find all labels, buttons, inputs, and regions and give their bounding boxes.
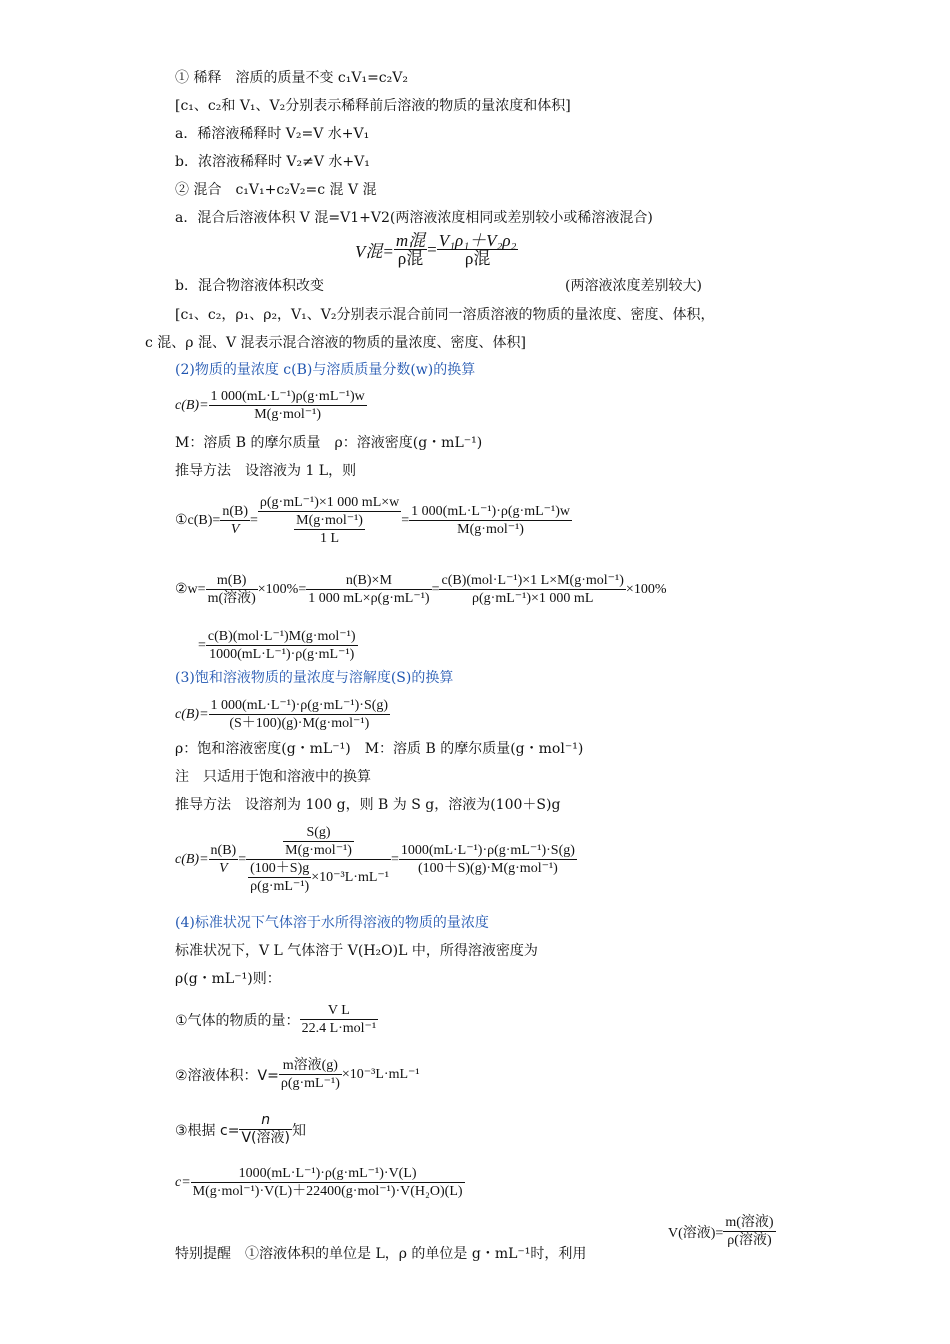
gas-intro-2: ρ(g・mL⁻¹)则： — [175, 971, 281, 987]
cb-s-formula: c(B)= $\frac{\text{1 000(mL·L⁻¹)·ρ(g·mL⁻¹)·S(g)}}{\text{(S＋100)(g)·M(g·mol⁻¹)}}$ — [175, 698, 389, 731]
mix-case-b-note: (两溶液浓度差别较大) — [565, 278, 702, 294]
gas-intro: 标准状况下，V L 气体溶于 V(H₂O)L 中，所得溶液密度为 — [175, 943, 538, 959]
concentration-rule: ③根据 c= $\frac{n}{\text{V(溶液)}}$ 知 — [175, 1112, 306, 1146]
derivation-3-intro: 推导方法 设溶剂为 100 g，则 B 为 S g，溶液为(100＋S)g — [175, 797, 561, 813]
derivation-3: c(B)= $\frac{n(B)}{V}$ = $\frac{S(g)}{\text{M(g·mol⁻¹)}}$ $\frac{(100+S)g}{\text{ρ(g·mL⁻¹)}}$ ×10⁻³L·mL⁻¹ = $\frac{\text{1000(mL·L⁻¹)·ρ(g·mL⁻¹)·S(g)}}{\text{(100＋S)(g)·M(g·mol⁻¹)}}$ — [175, 825, 575, 894]
cb-w-formula: c(B)= $\frac{\text{1 000(mL·L⁻¹)ρ(g·mL⁻¹)w}}{\text{M(g·mol⁻¹)}}$ — [175, 389, 365, 422]
m-rho-definition: M：溶质 B 的摩尔质量 ρ：溶液密度(g・mL⁻¹) — [175, 435, 483, 451]
derivation-2-result: = $\frac{\text{c(B)(mol·L⁻¹)M(g·mol⁻¹)}}{\text{1000(mL·L⁻¹)·ρ(g·mL⁻¹)}}$ — [198, 629, 356, 662]
special-reminder: 特别提醒 ①溶液体积的单位是 L，ρ 的单位是 g・mL⁻¹时，利用 — [175, 1246, 587, 1262]
mix-case-b: b．混合物溶液体积改变 — [175, 278, 324, 294]
mix-note-1: [c₁、c₂，ρ₁、ρ₂，V₁、V₂分别表示混合前同一溶质溶液的物质的量浓度、密度、体积， — [175, 307, 715, 323]
dilute-case-b: b．浓溶液稀释时 V₂≠V 水+V₁ — [175, 154, 370, 170]
derivation-1-intro: 推导方法 设溶液为 1 L，则 — [175, 463, 357, 479]
volume-formula: V(溶液)= $\frac{\text{m(溶液)}}{\text{ρ(溶液)}}$ — [668, 1215, 774, 1248]
rho-m-definition: ρ：饱和溶液密度(g・mL⁻¹) M：溶质 B 的摩尔质量(g・mol⁻¹) — [175, 741, 584, 757]
vmix-formula: V混= $\frac{\text{m混}}{\text{ρ混}}$ = $\frac{\text{V₁ρ₁＋V₂ρ₂}}{\text{ρ混}}$ — [355, 231, 517, 268]
derivation-2: ②w= $\frac{m(B)}{\text{m(溶液)}}$ ×100%= $\frac{n(B)\times M}{\text{1 000 mL×ρ(g·mL⁻¹)}}$ = $\frac{\text{c(B)(mol·L⁻¹)×1 L×M(g·mol⁻¹)}}{\text{ρ(g·mL⁻¹)×1 000 mL}}$ ×100% — [175, 573, 667, 606]
section-3-heading: (3)饱和溶液物质的量浓度与溶解度(S)的换算 — [175, 670, 454, 686]
saturated-note: 注 只适用于饱和溶液中的换算 — [175, 769, 371, 785]
dilution-note: [c₁、c₂和 V₁、V₂分别表示稀释前后溶液的物质的量浓度和体积] — [175, 98, 571, 114]
mixing-rule: ② 混合 c₁V₁+c₂V₂=c 混 V 混 — [175, 182, 377, 198]
mix-case-a: a．混合后溶液体积 V 混=V1+V2(两溶液浓度相同或差别较小或稀溶液混合) — [175, 210, 653, 226]
section-2-heading: (2)物质的量浓度 c(B)与溶质质量分数(w)的换算 — [175, 362, 476, 378]
dilution-rule: ① 稀释 溶质的质量不变 c₁V₁=c₂V₂ — [175, 70, 408, 86]
solution-volume: ②溶液体积：V= $\frac{\text{m溶液(g)}}{\text{ρ(g·mL⁻¹)}}$ ×10⁻³L·mL⁻¹ — [175, 1058, 420, 1091]
gas-concentration: c= $\frac{\text{1000(mL·L⁻¹)·ρ(g·mL⁻¹)·V(L)}}{\text{M(g·mol⁻¹)·V(L)＋22400(g·mol⁻¹)·V(H₂O)(L)}}$ — [175, 1166, 463, 1199]
mix-note-2: c 混、ρ 混、V 混表示混合溶液的物质的量浓度、密度、体积] — [145, 335, 526, 351]
gas-amount: ①气体的物质的量： $\frac{\text{V L}}{\text{22.4 L·mol⁻¹}}$ — [175, 1003, 377, 1036]
dilute-case-a: a．稀溶液稀释时 V₂=V 水+V₁ — [175, 126, 370, 142]
section-4-heading: (4)标准状况下气体溶于水所得溶液的物质的量浓度 — [175, 915, 489, 931]
derivation-1: ①c(B)= $\frac{n(B)}{V}$ = $\frac{\text{ρ(g·mL⁻¹)×1 000 mL×w}}{\frac{\text{M(g·mol⁻¹)}}{1 L}}$ = $\frac{\text{1 000(mL·L⁻¹)·ρ(g·mL⁻¹)w}}{\text{M(g·mol⁻¹)}}$ — [175, 495, 570, 546]
